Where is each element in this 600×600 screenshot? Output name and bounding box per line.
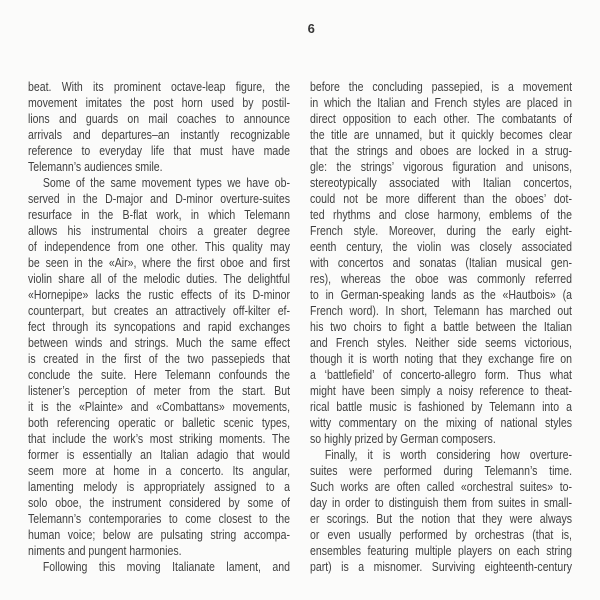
text-line: counterpart, but creates an attractively off-kilter ef- [28, 303, 291, 318]
text-line: to in German-speaking lands as the «Hautbois» (a [310, 287, 573, 302]
text-line: niments and pungent harmonies. [28, 543, 182, 558]
text-line: ensembles featuring multiple players on each string [310, 543, 573, 558]
text-line: Finally, it is worth considering how overture- [324, 447, 573, 462]
text-line: lions and guards on mail coaches to announce [28, 111, 291, 126]
text-line: Such works are often called «orchestral suites» to- [310, 479, 573, 494]
text-line: gle: the strings’ vigorous figuration and unisons, [310, 159, 573, 174]
text-line: it is the «Plainte» and «Combattans» movements, [28, 399, 291, 414]
text-line: a ‘battlefield’ of concerto-allegro form. Thus what [310, 367, 573, 382]
text-line: conclude the suite. Here Telemann confounds the [28, 367, 291, 382]
text-line: lamenting melody is appropriately assigned to a [28, 479, 291, 494]
text-line: fect through its syncopations and rapid exchanges [28, 319, 291, 334]
text-column-left [28, 79, 290, 575]
text-line: though it is worth noting that they exchange fire on [310, 351, 573, 366]
text-line: former is essentially an Italian adagio that would [28, 447, 291, 462]
text-line: arrivals and departures–an instantly recognizable [28, 127, 291, 142]
text-line: «Hornepipe» lacks the rustic effects of its D-minor [28, 287, 291, 302]
text-line: before the concluding passepied, is a movement [310, 79, 573, 94]
text-line: listener’s perception of meter from the start. But [28, 383, 291, 398]
text-line: might have been simply a noisy reference to theat- [310, 383, 573, 398]
text-line: stereotypically associated with Italian concertos, [310, 175, 573, 190]
text-line: solo oboe, the instrument considered by some of [28, 495, 291, 510]
text-line: so highly prized by German composers. [310, 431, 496, 446]
text-line: Some of the same movement types we have ob- [42, 175, 291, 190]
text-line: movement imitates the post horn used by postil- [28, 95, 291, 110]
text-line: beat. With its prominent octave-leap figure, the [28, 79, 291, 94]
text-line: Telemann’s audiences smile. [28, 159, 163, 174]
text-line: reference to everyday life that must have made [28, 143, 291, 158]
text-line: his two choirs to fight a battle between the Italian [310, 319, 573, 334]
text-line: in which the Italian and French styles are placed in [310, 95, 573, 110]
text-line: eenth century, the violin was closely associated [310, 239, 573, 254]
text-line: ted rhythms and close harmony, emblems of the [310, 207, 573, 222]
text-line: day in order to distinguish them from suites in small- [310, 495, 573, 510]
text-line: is created in the first of the two passepieds that [28, 351, 291, 366]
text-line: of independence from one other. This quality may [28, 239, 291, 254]
text-line: the title are unnamed, but it quickly becomes clear [310, 127, 573, 142]
text-line: or even usually performed by orchestras (that is, [310, 527, 573, 542]
text-line: with concertos and sonatas (Italian musical gen- [310, 255, 573, 270]
text-line: res), whereas the oboe was commonly referred [310, 271, 573, 286]
text-line: be seen in the «Air», where the first oboe and first [28, 255, 291, 270]
text-line: both referencing operatic or balletic scenic types, [28, 415, 291, 430]
text-line: Telemann’s contemporaries to come closest to the [28, 511, 291, 526]
text-line: human voice; below are pulsating string accompa- [28, 527, 291, 542]
text-line: that include the work’s most striking moments. The [28, 431, 291, 446]
text-line: witty commentary on the mixing of national styles [310, 415, 573, 430]
text-line: served in the D-major and D-minor overture-suites [28, 191, 291, 206]
text-line: direct opposition to each other. The combatants of [310, 111, 573, 126]
text-column-right [310, 79, 572, 575]
text-line: French word). In short, Telemann has marched out [310, 303, 573, 318]
text-line: that the strings and oboes are locked in a strug- [310, 143, 573, 158]
text-line: suites were performed during Telemann’s time. [310, 463, 573, 478]
text-line: violin share all of the melodic duties. The delightful [28, 271, 291, 286]
text-line: could not be more different than the oboes’ dot- [310, 191, 573, 206]
text-line: er scorings. But the notion that they were always [310, 511, 573, 526]
text-line: resurface in the B-flat work, in which Telemann [28, 207, 291, 222]
text-line: seem more at home in a concerto. Its angular, [28, 463, 291, 478]
text-line: between winds and strings. Much the same effect [28, 335, 291, 350]
text-line: and French styles. Neither side seems victorious, [310, 335, 573, 350]
text-line: Following this moving Italianate lament, and [42, 559, 291, 574]
text-line: part) is a misnomer. Surviving eighteenth-century [310, 559, 573, 574]
text-line: allows his instrumental choirs a greater degree [28, 223, 291, 238]
text-line: French style. Moreover, during the early eight- [310, 223, 573, 238]
page-number: 6 [307, 21, 316, 36]
text-line: rical battle music is fashioned by Telemann into a [310, 399, 573, 414]
